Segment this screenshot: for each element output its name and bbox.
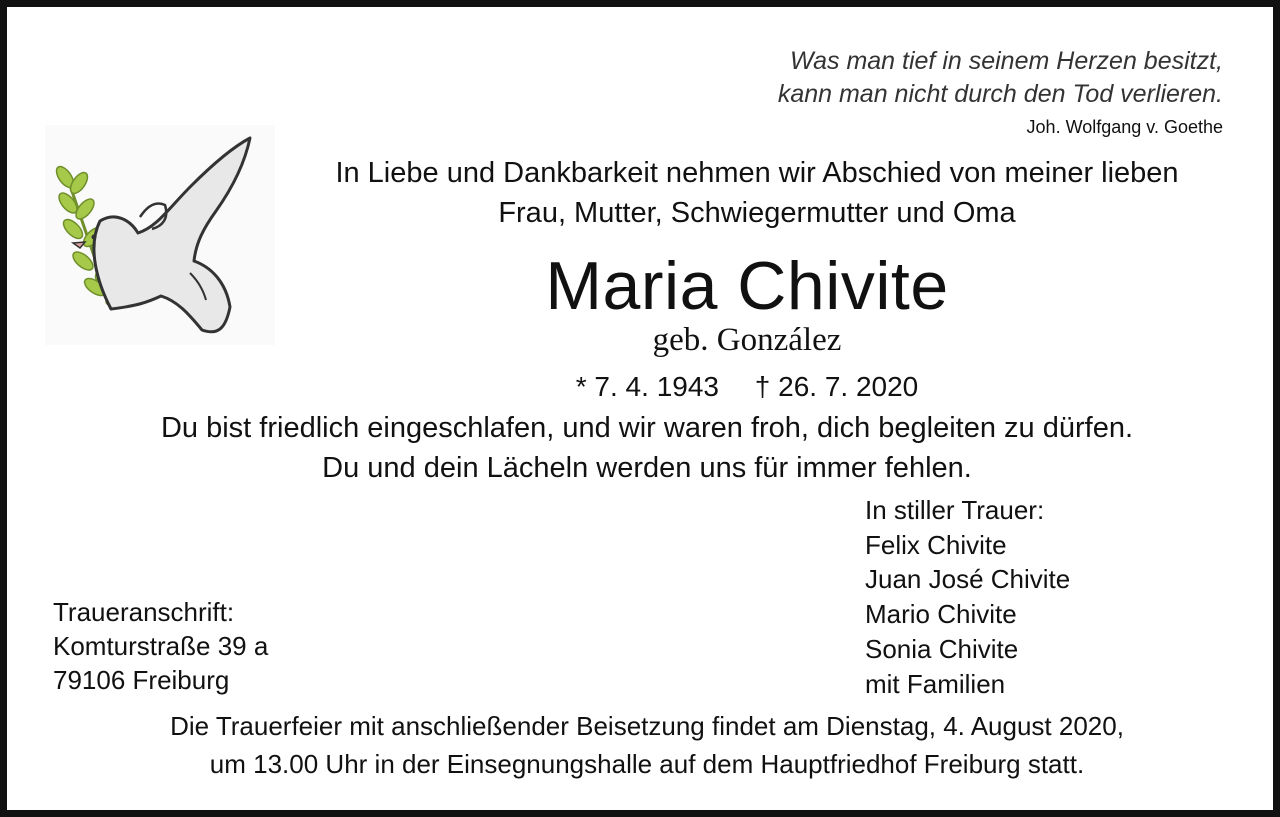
mourners-list [865, 493, 1225, 701]
quote-author: Joh. Wolfgang v. Goethe [1026, 117, 1223, 137]
mourner-name: Juan José Chivite [865, 564, 1071, 595]
birth-date: * 7. 4. 1943 [575, 371, 719, 402]
intro-line-2: Frau, Mutter, Schwiegermutter und Oma [498, 197, 1016, 229]
goethe-quote [573, 45, 1223, 111]
mourner-families: mit Familien [865, 668, 1006, 699]
intro-text [267, 153, 1247, 233]
life-dates [267, 367, 1227, 407]
mourner-name: Mario Chivite [865, 599, 1017, 630]
deceased-name: Maria Chivite [545, 248, 949, 324]
message-line-2: Du und dein Lächeln werden uns für immer fehlen. [322, 452, 972, 484]
quote-line-2: kann man nicht durch den Tod verlieren. [777, 80, 1223, 108]
farewell-message [47, 408, 1247, 488]
address-city: 79106 Freiburg [53, 665, 230, 695]
intro-line-1: In Liebe und Dankbarkeit nehmen wir Abschied von meiner lieben [335, 157, 1179, 189]
mourner-name: Sonia Chivite [865, 633, 1019, 664]
dove-with-olive-branch-icon [45, 125, 275, 345]
mourner-name: Felix Chivite [865, 529, 1007, 560]
mourners-heading: In stiller Trauer: [865, 495, 1045, 525]
message-line-1: Du bist friedlich eingeschlafen, und wir waren froh, dich begleiten zu dürfen. [160, 412, 1134, 444]
address-heading: Traueranschrift: [53, 597, 235, 627]
funeral-ceremony-info [47, 707, 1247, 783]
death-date: † 26. 7. 2020 [754, 371, 919, 402]
maiden-name: geb. González [652, 322, 842, 358]
ceremony-line-1: Die Trauerfeier mit anschließender Beisetzung findet am Dienstag, 4. August 2020, [170, 711, 1124, 741]
quote-line-1: Was man tief in seinem Herzen besitzt, [789, 47, 1223, 75]
address-street: Komturstraße 39 a [53, 631, 269, 661]
ceremony-line-2: um 13.00 Uhr in der Einsegnungshalle auf dem Hauptfriedhof Freiburg statt. [209, 749, 1085, 779]
mourning-address [53, 595, 473, 697]
